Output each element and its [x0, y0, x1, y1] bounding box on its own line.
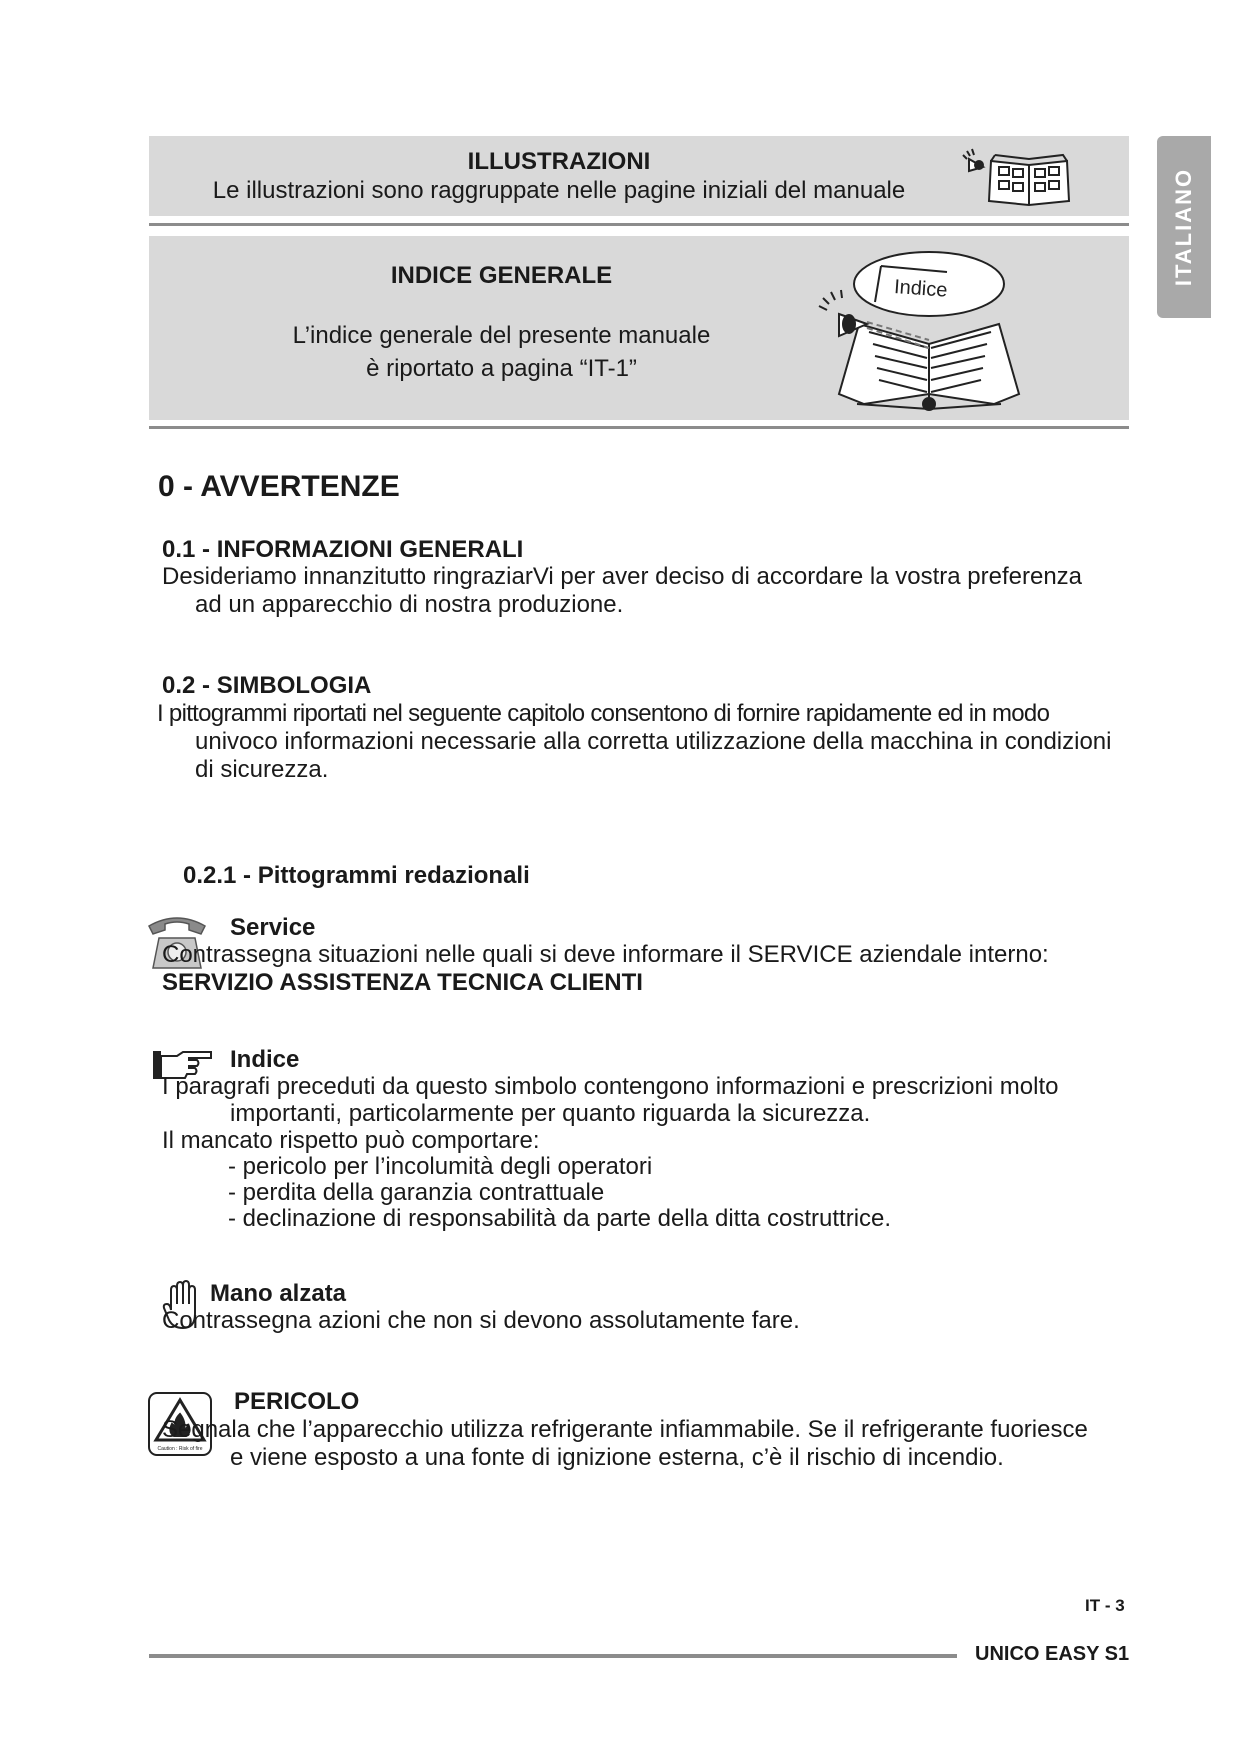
paragraph: I paragrafi preceduti da questo simbolo contengono informazioni e prescrizioni molto — [162, 1073, 1059, 1100]
paragraph: importanti, particolarmente per quanto riguarda la sicurezza. — [230, 1100, 871, 1127]
illustrazioni-title: ILLUSTRAZIONI — [467, 148, 651, 175]
fire-warning-caption: Caution : Risk of fire — [157, 1446, 203, 1452]
paragraph: Il mancato rispetto può comportare: — [162, 1127, 540, 1154]
indice-generale-title: INDICE GENERALE — [390, 262, 613, 289]
paragraph: univoco informazioni necessarie alla corretta utilizzazione della macchina in condizioni — [195, 728, 1112, 755]
indice-generale-line2: è riportato a pagina “IT-1” — [366, 355, 637, 382]
paragraph: Contrassegna azioni che non si devono assolutamente fare. — [162, 1307, 800, 1334]
subsection-title-0-1: 0.1 - INFORMAZIONI GENERALI — [162, 536, 524, 563]
paragraph: Contrassegna situazioni nelle quali si deve informare il SERVICE aziendale interno: — [162, 941, 1049, 968]
service-title: Service — [230, 914, 316, 941]
indice-title: Indice — [230, 1046, 300, 1073]
paragraph: Desideriamo innanzitutto ringraziarVi per aver deciso di accordare la vostra preferenza — [162, 563, 1083, 590]
paragraph: I pittogrammi riportati nel seguente capitolo consentono di fornire rapidamente ed in modo — [157, 700, 1050, 727]
open-book-icon — [949, 141, 1119, 211]
pericolo-title: PERICOLO — [234, 1388, 360, 1415]
index-bubble-label: Indice — [893, 275, 949, 302]
list-item: - declinazione di responsabilità da parte della ditta costruttrice. — [228, 1205, 892, 1232]
subsection-title-0-2: 0.2 - SIMBOLOGIA — [162, 672, 372, 699]
language-tab-label: ITALIANO — [1171, 167, 1196, 287]
illustrazioni-box — [149, 136, 1129, 216]
footer-model: UNICO EASY S1 — [975, 1643, 1130, 1665]
paragraph: di sicurezza. — [195, 756, 329, 783]
divider — [149, 223, 1129, 226]
mano-alzata-title: Mano alzata — [210, 1280, 347, 1307]
subsection-title-0-2-1: 0.2.1 - Pittogrammi redazionali — [183, 862, 530, 889]
divider — [149, 426, 1129, 429]
indice-generale-box — [149, 236, 1129, 420]
illustrazioni-text: Le illustrazioni sono raggruppate nelle pagine iniziali del manuale — [212, 177, 906, 204]
list-item: - pericolo per l’incolumità degli operatori — [228, 1153, 653, 1180]
paragraph: ad un apparecchio di nostra produzione. — [195, 591, 624, 618]
list-item: - perdita della garanzia contrattuale — [228, 1179, 605, 1206]
indice-generale-line1: L’indice generale del presente manuale — [292, 322, 711, 349]
page-number: IT - 3 — [1085, 1596, 1125, 1615]
footer-divider — [149, 1654, 957, 1658]
section-title: 0 - AVVERTENZE — [158, 470, 400, 503]
paragraph: e viene esposto a una fonte di ignizione esterna, c’è il rischio di incendio. — [230, 1444, 1004, 1471]
book-index-icon — [779, 244, 1109, 414]
paragraph: Segnala che l’apparecchio utilizza refrigerante infiammabile. Se il refrigerante fuoriesce — [162, 1416, 1088, 1443]
language-tab[interactable] — [1157, 136, 1211, 318]
service-contact: SERVIZIO ASSISTENZA TECNICA CLIENTI — [162, 969, 643, 996]
